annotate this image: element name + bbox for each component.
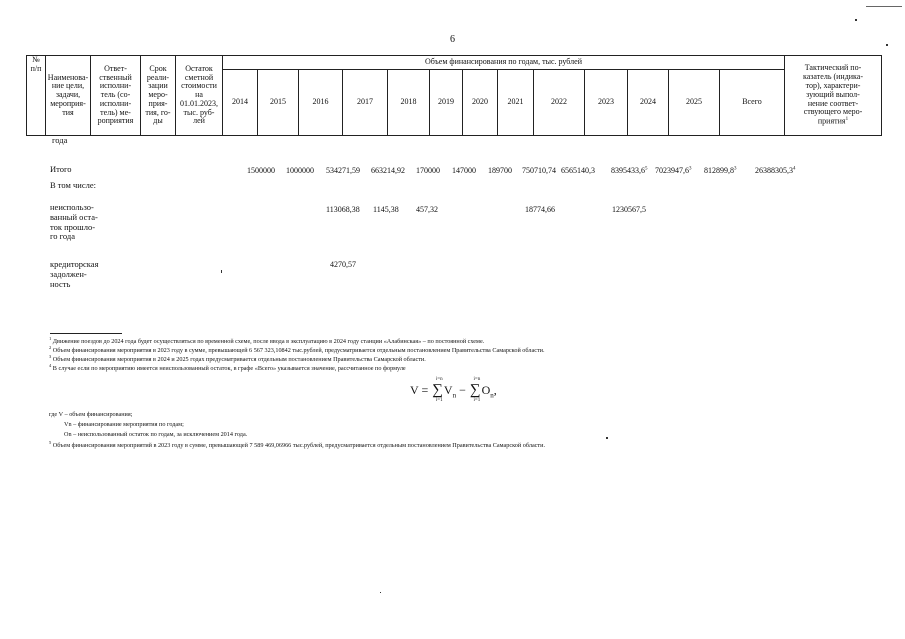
itogo-2019: 147000 bbox=[452, 166, 476, 175]
formula-o: O bbox=[481, 383, 491, 397]
footnote-mark: 3 bbox=[49, 354, 52, 359]
itogo-2016: 534271,59 bbox=[326, 166, 360, 175]
footnote-mark: 5 bbox=[49, 440, 52, 445]
itogo-2014: 1500000 bbox=[247, 166, 275, 175]
itogo-2025-sup: 3 bbox=[734, 166, 737, 172]
credit-2016: 4270,57 bbox=[330, 260, 356, 269]
header-year: 2018 bbox=[388, 70, 430, 136]
footnote-divider bbox=[50, 333, 122, 334]
sum-lower-limit: i=1 bbox=[435, 398, 443, 403]
scan-speck bbox=[380, 592, 381, 593]
header-responsible: Ответ- ственный исполни- тель (со- исполни- тель) ме- роприятия bbox=[91, 56, 141, 136]
page-number: 6 bbox=[450, 34, 455, 45]
itogo-2024-value: 7023947,6 bbox=[655, 166, 689, 175]
header-tactical-text: Тактический по- казатель (индика- тор), характери- зующий выпол- нение соответ- ствующего меро- приятия bbox=[802, 63, 864, 126]
scan-mark bbox=[866, 6, 902, 7]
itogo-total-value: 26388305,3 bbox=[755, 166, 793, 175]
sum-symbol bbox=[469, 377, 481, 403]
itogo-2020: 189700 bbox=[488, 166, 512, 175]
footnote-where-3: On – неиспользованный остаток по годам, за исключением 2014 года. bbox=[64, 431, 248, 438]
unused-2023: 1230567,5 bbox=[612, 205, 646, 214]
formula-tail: , bbox=[493, 383, 497, 397]
itogo-2025 bbox=[704, 166, 737, 175]
header-no: № п/п bbox=[27, 56, 46, 136]
unused-2016: 113068,38 bbox=[326, 205, 360, 214]
unused-2021: 18774,66 bbox=[525, 205, 555, 214]
itogo-total bbox=[755, 166, 796, 175]
footnote-mark: 2 bbox=[49, 345, 52, 350]
scan-speck bbox=[221, 270, 222, 273]
formula-v: V bbox=[443, 383, 453, 397]
header-year: 2014 bbox=[223, 70, 258, 136]
formula-lhs: V = bbox=[410, 383, 429, 397]
header-remain: Остаток сметной стоимости на 01.01.2023, тыс. руб- лей bbox=[176, 56, 223, 136]
unused-2018: 457,32 bbox=[416, 205, 438, 214]
header-total: Всего bbox=[720, 70, 785, 136]
sum-glyph: ∑ bbox=[432, 382, 443, 398]
header-year: 2024 bbox=[628, 70, 669, 136]
itogo-2023-sup: 5 bbox=[645, 166, 648, 172]
itogo-2018: 170000 bbox=[416, 166, 440, 175]
including-label: В том числе: bbox=[50, 180, 96, 190]
footnote-mark: 4 bbox=[49, 363, 52, 368]
header-year: 2022 bbox=[534, 70, 585, 136]
itogo-2017: 663214,92 bbox=[371, 166, 405, 175]
header-year: 2023 bbox=[585, 70, 628, 136]
header-tactical bbox=[785, 56, 882, 136]
formula-o-sub: n bbox=[490, 391, 494, 400]
itogo-total-sup: 4 bbox=[793, 166, 796, 172]
formula-v-sub: n bbox=[452, 391, 457, 400]
header-name: Наименова- ние цели, задачи, мероприя- тия bbox=[46, 56, 91, 136]
sum-upper-limit: i=n bbox=[473, 377, 481, 382]
formula-minus: − bbox=[459, 383, 466, 397]
itogo-label: Итого bbox=[50, 164, 72, 174]
itogo-2021: 750710,74 bbox=[522, 166, 556, 175]
itogo-2023-value: 8395433,6 bbox=[611, 166, 645, 175]
header-year: 2020 bbox=[463, 70, 498, 136]
scan-speck bbox=[886, 44, 888, 46]
unused-2017: 1145,38 bbox=[373, 205, 399, 214]
itogo-2024 bbox=[655, 166, 692, 175]
sum-glyph: ∑ bbox=[469, 382, 481, 398]
header-year: 2017 bbox=[343, 70, 388, 136]
footnote-text: Объем финансирования мероприятий в 2023 году в сумме, превышающей 7 589 469,06966 тыс.рублей, предусматривается отдельным постановлением Правительства Самарской области. bbox=[52, 442, 545, 450]
header-tactical-sup: 1 bbox=[845, 117, 849, 123]
header-year: 2025 bbox=[669, 70, 720, 136]
header-year: 2021 bbox=[498, 70, 534, 136]
scan-speck bbox=[855, 19, 857, 21]
footnote-where-1: где V – объем финансирования; bbox=[49, 411, 133, 418]
header-year: 2019 bbox=[430, 70, 463, 136]
carry-word: года bbox=[52, 135, 68, 145]
footnote-text: Объем финансирования мероприятия в 2024 и 2025 годах предусматривается отдельным постановлением Правительства Самарской области. bbox=[52, 356, 426, 364]
itogo-2022: 6565140,3 bbox=[561, 166, 595, 175]
footnote-5 bbox=[49, 440, 545, 450]
unused-label: неиспользо- ванный оста- ток прошло- го года bbox=[50, 202, 98, 242]
footnote-4 bbox=[49, 363, 406, 373]
credit-label: кредиторская задолжен- ность bbox=[50, 259, 99, 289]
sum-symbol bbox=[432, 377, 443, 403]
header-term: Срок реали- зации меро- прия- тия, го- ды bbox=[141, 56, 176, 136]
footnote-where-2: Vn – финансирование мероприятия по годам; bbox=[64, 421, 184, 428]
sum-upper-limit: i=n bbox=[435, 377, 443, 382]
itogo-2015: 1000000 bbox=[286, 166, 314, 175]
header-year: 2016 bbox=[299, 70, 343, 136]
funding-table-header bbox=[26, 55, 882, 136]
footnote-text: Объем финансирования мероприятия в 2023 году в сумме, превышающей 6 567 323,10842 тыс.рублей, предусматривается отдельным постановлением Правительства Самарской области. bbox=[52, 347, 545, 355]
itogo-2024-sup: 3 bbox=[689, 166, 692, 172]
itogo-2025-value: 812899,8 bbox=[704, 166, 734, 175]
header-year: 2015 bbox=[258, 70, 299, 136]
scan-speck bbox=[606, 437, 608, 439]
footnote-text: Движение поездов до 2024 года будет осуществляться по временной схеме, после ввода в эксплуатацию в 2024 году станции «Алабинская» – по постоянной схеме. bbox=[52, 338, 485, 346]
footnote-text: В случае если по мероприятию имеется неиспользованный остаток, в графе «Всего» указывается значение, рассчитанное по формуле bbox=[52, 365, 406, 373]
itogo-2023 bbox=[611, 166, 648, 175]
footnote-mark: 1 bbox=[49, 336, 52, 341]
sum-lower-limit: i=1 bbox=[473, 398, 481, 403]
header-funding-title: Объем финансирования по годам, тыс. рублей bbox=[223, 56, 785, 70]
formula bbox=[410, 377, 497, 403]
